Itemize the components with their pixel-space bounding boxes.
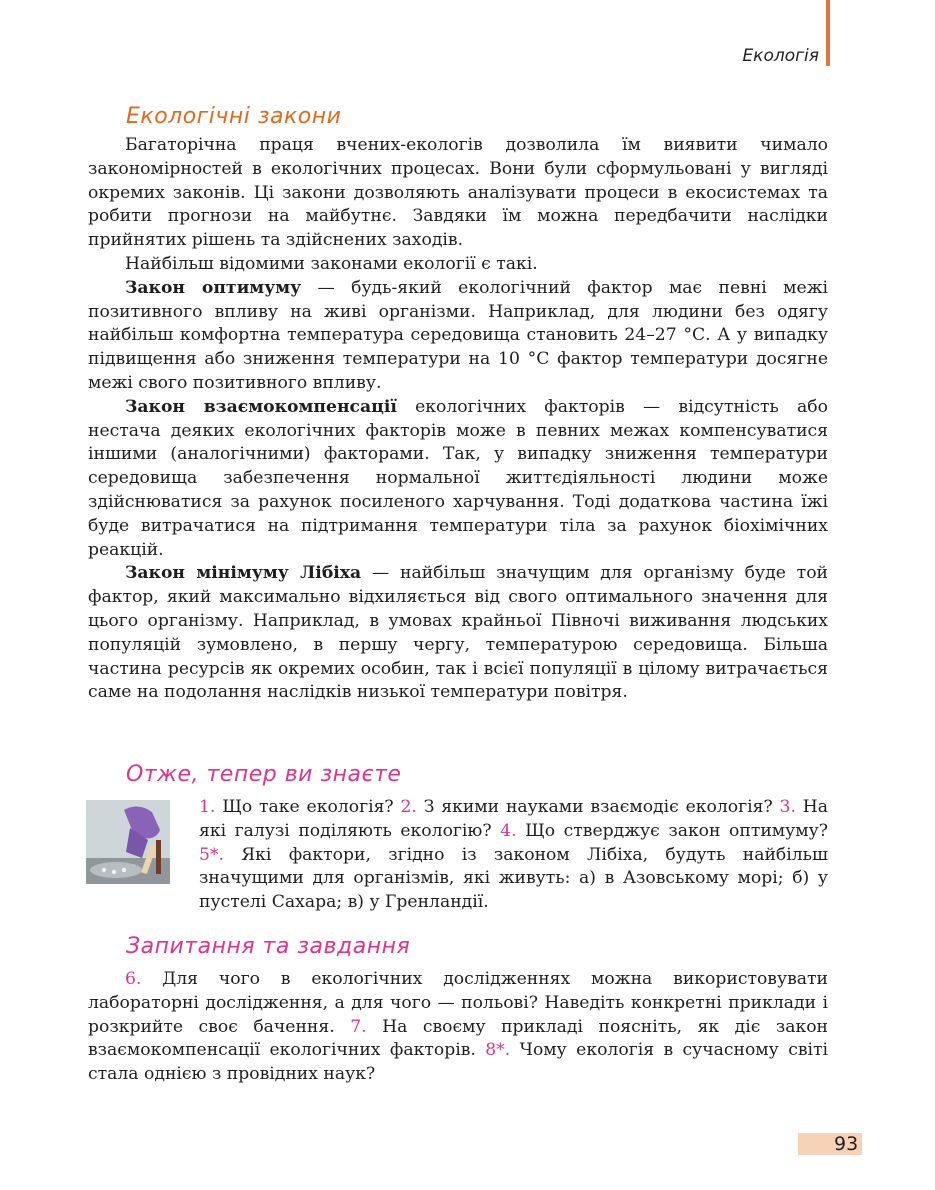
- page-number: 93: [834, 1133, 859, 1155]
- paragraph-law-liebig: Закон мінімуму Лібіха — найбільш значущим для організму буде той фактор, який максимально відхиляється від свого оптимального значення для цього організму. Наприклад, в умовах крайньої Півночі виживання людських популяцій зумовлено, в першу чергу, температурою середовища. Більша частина ресурсів як окремих особин, так і всієї популяції в цілому витрачається саме на подолання наслідків низької температури повітря.: [88, 563, 828, 703]
- question-number: 5*.: [199, 844, 224, 865]
- section-title-questions-tasks: Запитання та завдання: [126, 934, 411, 959]
- paragraph-law-compensation: Закон взаємокомпенсації екологічних факторів — відсутність або нестача деяких екологічних факторів може в певних межах компенсуватися іншими (аналогічними) факторами. Так, у випадку зниження температури середовища забезпечення нормальної життєдіяльності людини може здійснюватися за рахунок посиленого харчування. Тоді додаткова частина їжі буде витрачатися на підтримання температури тіла за рахунок біохімічних реакцій.: [88, 396, 828, 560]
- review-questions: 1. Що таке екологія? 2. З якими науками взаємодіє екологія? 3. На які галузі поділяють екологію? 4. Що стверджує закон оптимуму? 5*. Які фактори, згідно із законом Лібіха, будуть найбільш значущими для організмів, які живуть: а) в Азовському морі; б) у пустелі Сахара; в) у Гренландії.: [199, 797, 829, 913]
- section-title-now-you-know: Отже, тепер ви знаєте: [126, 762, 402, 787]
- header-accent-bar: [826, 0, 830, 66]
- paragraph-law-optimum: Закон оптимуму — будь-який екологічний фактор має певні межі позитивного впливу на живі організми. Наприклад, для людини без одягу найбільш комфортна температура середовища становить 24–27 °С. А у випадку підвищення або зниження температури на 10 °С фактор температури досягне межі свого позитивного впливу.: [88, 277, 829, 393]
- tasks-block: [88, 968, 828, 1087]
- question-number: 3.: [779, 797, 796, 817]
- section-body-laws: [88, 134, 828, 705]
- paragraph: Багаторічна праця вчених-екологів дозволила їм виявити чимало закономірностей в екологічних процесах. Вони були сформульовані у вигляді окремих законів. Ці закони дозволяють аналізувати процеси в екосистемах та робити прогнози на майбутнє. Завдяки їм можна передбачити наслідки прийнятих рішень та здійснених заходів.: [88, 135, 828, 251]
- question-number: 1.: [199, 797, 216, 817]
- law-term: Закон мінімуму Лібіха: [125, 563, 362, 584]
- question-number: 8*.: [485, 1040, 511, 1061]
- law-term: Закон оптимуму: [125, 277, 302, 298]
- task-paragraph: 6. Для чого в екологічних дослідженнях можна використовувати лабораторні дослідження, а для чого — польові? Наведіть конкретні приклади і розкрийте своє бачення. 7. На своєму прикладі поясніть, як діє закон взаємокомпенсації екологічних факторів. 8*. Чому екологія в сучасному світі стала однією з провідних наук?: [88, 969, 828, 1085]
- section-title-ecological-laws: Екологічні закони: [126, 104, 342, 129]
- question-number: 4.: [500, 820, 517, 841]
- paragraph: Найбільш відомими законами екології є такі.: [125, 253, 538, 274]
- running-header: Екологія: [742, 46, 819, 66]
- law-term: Закон взаємокомпенсації: [125, 396, 397, 417]
- question-number: 7.: [350, 1016, 367, 1037]
- question-number: 6.: [125, 969, 142, 989]
- question-number: 2.: [400, 797, 417, 817]
